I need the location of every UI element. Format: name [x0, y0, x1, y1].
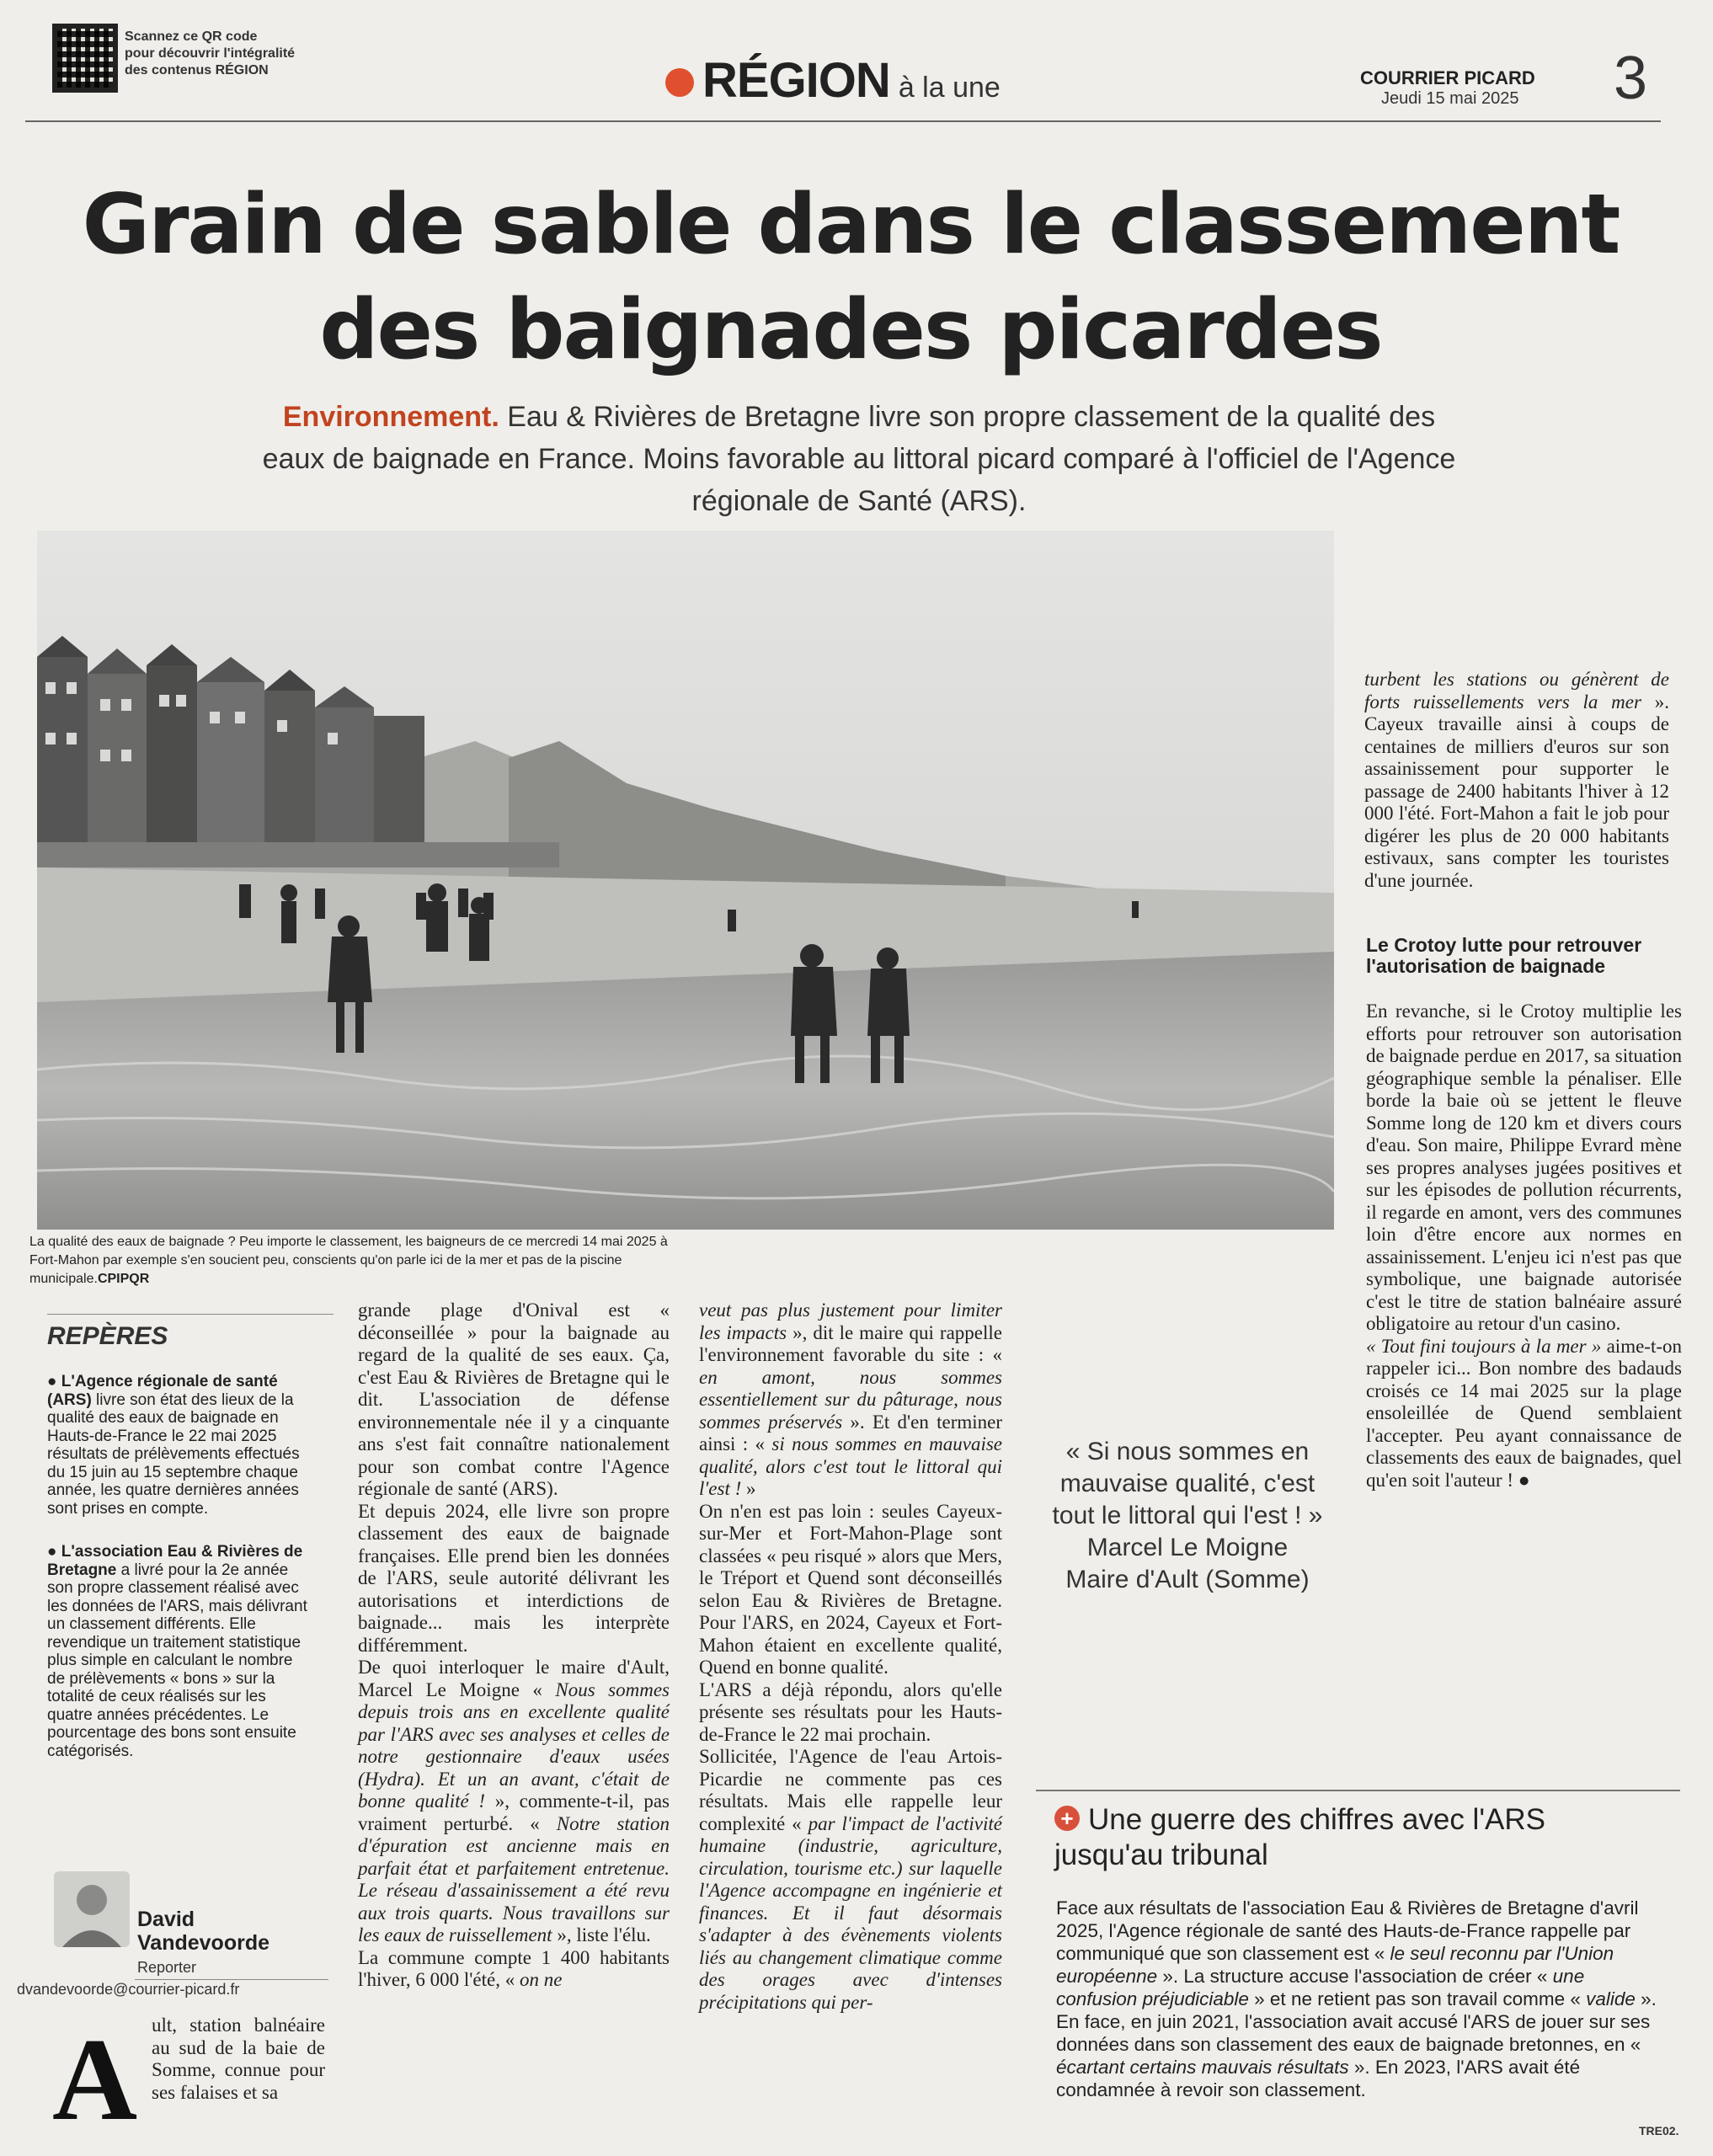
beach-photo-illustration	[37, 531, 1334, 1230]
quote-run: Notre station d'épuration est ancienne mais en parfait état et parfaitement entretenue. Le réseau d'assainissement a été revu aux trois quarts. Nous travaillons sur les eaux de ruissellement	[358, 1812, 670, 1945]
quote-run: une confusion préjudiciable	[1056, 1966, 1585, 2009]
quote-run: valide	[1586, 1988, 1636, 2009]
body-column-4	[1366, 1001, 1682, 1492]
reperes-list	[47, 1373, 308, 1785]
quote-run: écartant certains mauvais résultats	[1056, 2057, 1349, 2078]
text-run: » et ne retient pas son travail comme «	[1248, 1988, 1587, 2009]
quote-run: le seul reconnu par l'Union européenne	[1056, 1943, 1614, 1987]
author-name: David Vandevoorde	[137, 1908, 269, 1955]
quote-run: Nous sommes depuis trois ans en excellente qualité par l'ARS avec ses analyses et celles de notre gestionnaire d'eaux usées (Hydra). Et un an avant, c'était de bonne qualité !	[358, 1678, 670, 1812]
body-paragraph: grande plage d'Onival est « déconseillée » pour la baignade au regard de la qualité de ses eaux. Ça, c'est Eau & Rivières de Bretagne qui le dit. L'association de défense environnementale née il y a cinquante ans s'est fait connaître nationalement pour son combat contre l'Agence régionale de santé (ARS).	[358, 1299, 670, 1499]
headline-line: Grain de sable dans le classement	[82, 177, 1620, 273]
page-number: 3	[1614, 45, 1648, 112]
text-run: »	[741, 1478, 756, 1499]
reperes-item: ● L'Agence régionale de santé (ARS) livre son état des lieux de la qualité des eaux de baignade en Hauts-de-France le 22 mai 2025 résultats de prélèvements effectués du 15 juin au 15 septembre chaque année, les quatre dernières années sont prises en compte.	[47, 1373, 300, 1518]
text-run: », dit le maire qui rappelle l'environnement favorable du site : «	[699, 1321, 1002, 1365]
text-run: ». Et d'en terminer ainsi : «	[699, 1411, 1002, 1454]
text-run: Sollicitée, l'Agence de l'eau Artois-Picardie ne commente pas ces résultats. Mais elle rappelle leur complexité «	[699, 1746, 1002, 1834]
quote-author: Marcel Le Moigne	[1086, 1534, 1289, 1561]
quote-run: « Tout fini toujours à la mer »	[1366, 1335, 1602, 1357]
text-run: ». En 2023, l'ARS avait été condamnée à revoir son classement.	[1056, 2057, 1581, 2100]
body-column-3	[699, 1299, 1002, 2014]
author-rule	[135, 1979, 328, 1980]
quote-text: « Si nous sommes en mauvaise qualité, c'est tout le littoral qui l'est ! »	[1052, 1438, 1323, 1529]
plus-icon: +	[1054, 1806, 1080, 1831]
reperes-item-text: a livré pour la 2e année son propre classement réalisé avec les données de l'ARS, mais délivrant un classement différents. Elle revendique un traitement statistique plus simple en calculant le nombre de prélèvements « bons » sur la totalité de ceux réalisés sur les quatre années précédentes. Le pourcentage des bons sont ensuite catégorisés.	[47, 1561, 307, 1760]
body-paragraph: On n'en est pas loin : seules Cayeux-sur-Mer et Fort-Mahon-Plage sont classées « peu risqué » alors que Mers, le Tréport et Quend sont déconseillés selon Eau & Rivières de Bretagne. Pour l'ARS, en 2024, Cayeux et Fort-Mahon étaient en excellente qualité, Quend en bonne qualité.	[699, 1500, 1002, 1678]
text-run: ». En face, en juin 2021, l'association avait accusé l'ARS de jouer sur ses données dans son classement des eaux de baignade bretonnes, en «	[1056, 1988, 1657, 2055]
standfirst-text: Eau & Rivières de Bretagne livre son propre classement de la qualité des eaux de baignade en France. Moins favorable au littoral picard comparé à l'officiel de l'Agence régionale de Santé (ARS).	[262, 401, 1456, 517]
quote-role: Maire d'Ault (Somme)	[1065, 1566, 1310, 1593]
box-body	[1056, 1897, 1661, 2101]
body-paragraph: ult, station balnéaire au sud de la baie de Somme, connue pour ses falaises et sa	[152, 2015, 325, 2103]
body-paragraph	[699, 1746, 1002, 2014]
issue-date: Jeudi 15 mai 2025	[1381, 89, 1519, 108]
text-run: aime-t-on rappeler ici... Bon nombre des badauds croisés ce 14 mai 2025 sur la plage ensoleillée de Quend semblaient l'accepter. Peu ayant connaissance de classements des eaux de baignades, quel qu'en soit l'auteur !	[1366, 1335, 1682, 1491]
beach-photo	[37, 531, 1334, 1230]
quote-run: si nous sommes en mauvaise qualité, alors c'est tout le littoral qui l'est !	[699, 1433, 1002, 1499]
reperes-item-bold: L'Agence régionale de santé (ARS)	[47, 1373, 278, 1409]
qr-caption	[125, 29, 327, 79]
body-paragraph	[699, 1299, 1002, 1501]
end-mark-icon: ●	[1518, 1469, 1530, 1491]
rubric-name: RÉGION	[702, 53, 890, 108]
pull-quote	[1044, 1436, 1331, 1596]
box-paragraph	[1056, 1897, 1661, 2101]
qr-line: des contenus RÉGION	[125, 63, 269, 77]
author-email[interactable]: dvandevoorde@courrier-picard.fr	[17, 1981, 240, 1998]
intertitle: Le Crotoy lutte pour retrouver l'autorisation de baignade	[1366, 934, 1642, 977]
text-run: », commente-t-il, pas vraiment perturbé. «	[358, 1790, 670, 1834]
author-avatar	[54, 1871, 130, 1947]
author-role: Reporter	[137, 1959, 197, 1976]
person-icon	[54, 1871, 130, 1947]
section-rubric	[665, 52, 1001, 109]
headline	[51, 173, 1651, 383]
kicker: Environnement.	[282, 401, 499, 433]
body-paragraph	[358, 1657, 670, 1947]
body-paragraph	[1366, 1336, 1682, 1492]
box-title-text: Une guerre des chiffres avec l'ARS jusqu'au tribunal	[1054, 1803, 1545, 1871]
standfirst	[253, 396, 1465, 522]
body-paragraph: L'ARS a déjà répondu, alors qu'elle présente ses résultats pour les Hauts-de-France le 22 mai prochain.	[699, 1678, 1002, 1745]
reperes-item-bold: L'association Eau & Rivières de Bretagne	[47, 1543, 303, 1579]
text-run: », liste l'élu.	[552, 1924, 651, 1945]
quote-run: par l'impact de l'activité humaine (industrie, agriculture, circulation, tourisme etc.) sur laquelle l'Agence accompagne en ingénierie et finances. Et il faut désormais s'adapter à des évènements violents liés au changement climatique comme des orages avec d'intenses précipitations qui per-	[699, 1812, 1003, 2013]
body-paragraph: En revanche, si le Crotoy multiplie les efforts pour retrouver son autorisation de baignade perdue en 2017, sa situation géographique semble la pénaliser. Elle borde la baie où se jettent le fleuve Somme long de 120 km et divers cours d'eau. Son maire, Philippe Evrard mène ses propres analyses jugées positives et sur les épisodes de pollution récurrents, il regarde en amont, vers des communes loin d'être encore aux normes en assainissement. L'enjeu ici n'est pas que symbolique, une baignade autorisée c'est le titre de station balnéaire assuré obligatoire au retour d'un casino.	[1366, 1001, 1682, 1334]
body-paragraph	[1364, 669, 1669, 892]
photo-credit: CPIPQR	[97, 1272, 150, 1286]
text-run: Face aux résultats de l'association Eau & Rivières de Bretagne d'avril 2025, l'Agence régionale de santé des Hauts-de-France rappelle par communiqué que son classement est «	[1056, 1897, 1639, 1964]
page-code: TRE02.	[1639, 2124, 1679, 2137]
body-paragraph	[358, 1947, 670, 1992]
drop-cap: A	[52, 2015, 138, 2145]
qr-line: pour découvrir l'intégralité	[125, 46, 296, 61]
qr-code[interactable]	[52, 24, 118, 93]
body-column-1	[152, 2015, 325, 2104]
body-column-4-top	[1364, 669, 1669, 892]
headline-line: des baignades picardes	[319, 282, 1382, 378]
text-run: ». Cayeux travaille ainsi à coups de centaines de milliers d'euros sur son assainissement pour supporter le passage de 2400 habitants l'hiver à 12 000 l'été. Fort-Mahon a fait le job pour digérer les plus de 20 000 habitants estivaux, sans compter les touristes d'une journée.	[1364, 691, 1669, 891]
text-run: ». La structure accuse l'association de créer «	[1157, 1966, 1553, 1987]
body-column-2	[358, 1299, 670, 1992]
body-paragraph: Et depuis 2024, elle livre son propre classement des eaux de baignade françaises. Elle prend bien les données de l'ARS, seule autorité délivrant les autorisations et interdictions de baignade... mais les interprète différemment.	[358, 1500, 670, 1656]
text-run: De quoi interloquer le maire d'Ault, Marcel Le Moigne «	[358, 1657, 670, 1700]
reperes-title: REPÈRES	[47, 1322, 168, 1350]
reperes-item: ● L'association Eau & Rivières de Bretagne a livré pour la 2e année son propre classement réalisé avec les données de l'ARS, mais délivrant un classement différents. Elle revendique un traitement statistique plus simple en calculant le nombre de prélèvements « bons » sur la totalité de ceux réalisés sur les quatre années précédentes. Le pourcentage des bons sont ensuite catégorisés.	[47, 1543, 307, 1760]
caption-text: La qualité des eaux de baignade ? Peu importe le classement, les baigneurs de ce mercredi 14 mai 2025 à Fort-Mahon par exemple s'en soucient peu, conscients qu'on parle ici de la mer et pas de la piscine municipale.	[29, 1235, 668, 1286]
header-divider	[25, 120, 1661, 122]
quote-run: on ne	[519, 1969, 563, 1990]
reperes-item-text: livre son état des lieux de la qualité des eaux de baignade en Hauts-de-France le 22 mai 2025 résultats de prélèvements effectués du 15 juin au 15 septembre chaque année, les quatre dernières années sont prises en compte.	[47, 1390, 300, 1518]
qr-line: Scannez ce QR code	[125, 29, 258, 44]
box-title	[1054, 1802, 1661, 1873]
quote-run: en amont, nous sommes essentiellement sur du pâturage, nous sommes préservés	[699, 1366, 1002, 1433]
box-divider	[1036, 1790, 1680, 1791]
rubric-subtitle: à la une	[898, 72, 1001, 104]
newspaper-name: COURRIER PICARD	[1360, 67, 1535, 88]
photo-caption	[29, 1233, 670, 1289]
text-run: La commune compte 1 400 habitants l'hiver, 6 000 l'été, «	[358, 1946, 670, 1990]
quote-run: turbent les stations ou génèrent de forts ruissellements vers la mer	[1364, 669, 1669, 712]
reperes-top-rule	[47, 1314, 334, 1315]
quote-run: veut pas plus justement pour limiter les impacts	[699, 1299, 1002, 1343]
rubric-dot-icon	[665, 68, 694, 97]
